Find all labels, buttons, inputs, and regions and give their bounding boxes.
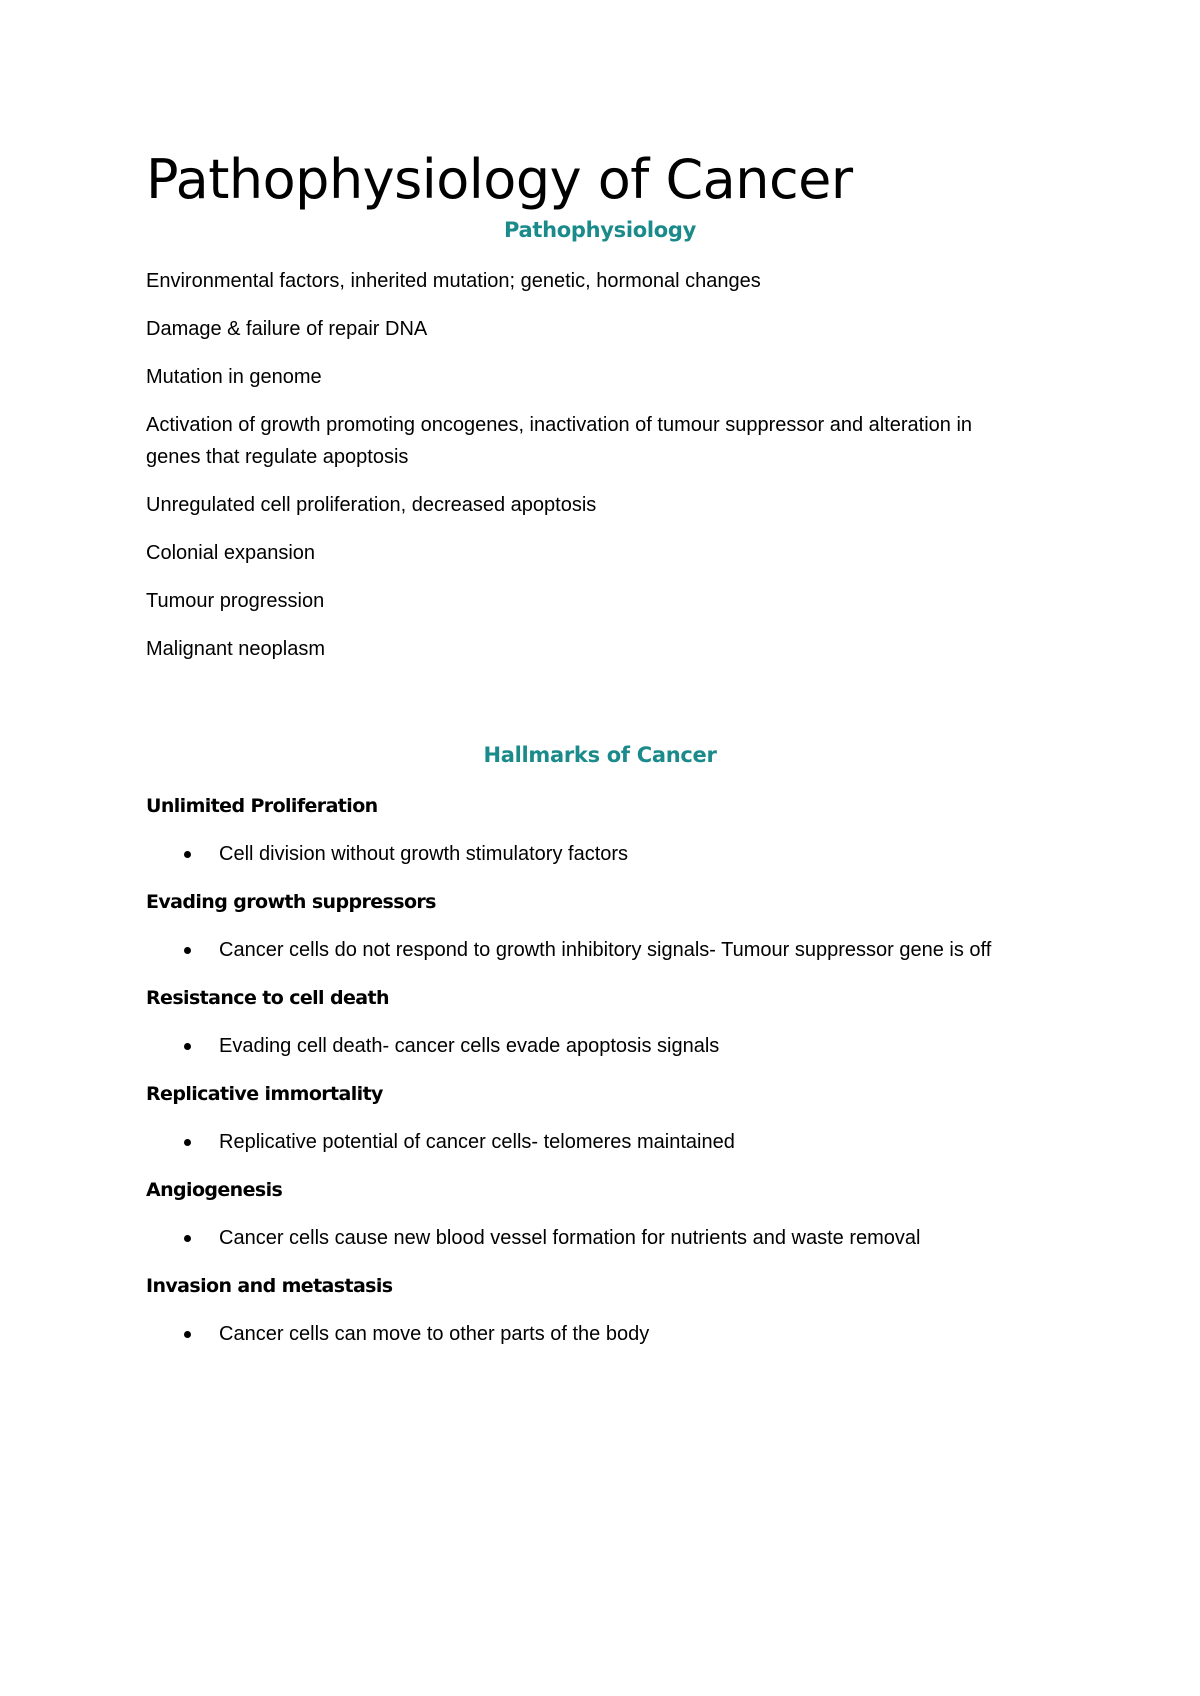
- hallmark-title: Unlimited Proliferation: [146, 795, 378, 817]
- bullet-item: [146, 1222, 1066, 1254]
- bullet-icon: [184, 851, 191, 858]
- step-line: Malignant neoplasm: [146, 638, 325, 660]
- bullet-text: Cancer cells do not respond to growth inhibitory signals- Tumour suppressor gene is off: [219, 939, 992, 961]
- bullet-item: [146, 1318, 1066, 1350]
- pathophysiology-steps: [146, 265, 1066, 681]
- bullet-item: [146, 1030, 1066, 1062]
- hallmark-item: [146, 1078, 1066, 1158]
- bullet-text: Cancer cells cause new blood vessel formation for nutrients and waste removal: [219, 1227, 921, 1249]
- bullet-item: [146, 934, 999, 966]
- bullet-text: Evading cell death- cancer cells evade apoptosis signals: [219, 1035, 720, 1057]
- step-line: Environmental factors, inherited mutation; genetic, hormonal changes: [146, 270, 761, 292]
- step-line: Mutation in genome: [146, 366, 322, 388]
- bullet-text: Replicative potential of cancer cells- telomeres maintained: [219, 1131, 735, 1153]
- hallmark-title: Replicative immortality: [146, 1083, 383, 1105]
- hallmark-item: [146, 982, 1066, 1062]
- step-line: Tumour progression: [146, 590, 325, 612]
- bullet-icon: [184, 1331, 191, 1338]
- hallmark-item: [146, 1270, 1066, 1350]
- step-line: Damage & failure of repair DNA: [146, 318, 428, 340]
- hallmarks-list: [146, 790, 1066, 1366]
- section-heading-pathophysiology: Pathophysiology: [503, 218, 697, 242]
- bullet-item: [146, 1126, 1066, 1158]
- bullet-icon: [184, 1235, 191, 1242]
- hallmark-item: [146, 1174, 1066, 1254]
- step-line: Unregulated cell proliferation, decreased apoptosis: [146, 494, 597, 516]
- step-line: Activation of growth promoting oncogenes, inactivation of tumour suppressor and alteration in genes that regulate apoptosis: [146, 414, 973, 468]
- bullet-text: Cell division without growth stimulatory factors: [219, 843, 629, 865]
- bullet-item: [146, 838, 1066, 870]
- bullet-icon: [184, 1043, 191, 1050]
- hallmark-title: Resistance to cell death: [146, 987, 389, 1009]
- hallmark-title: Angiogenesis: [146, 1179, 283, 1201]
- bullet-icon: [184, 1139, 191, 1146]
- section-heading-hallmarks: Hallmarks of Cancer: [483, 743, 717, 767]
- hallmark-title: Evading growth suppressors: [146, 891, 436, 913]
- bullet-text: Cancer cells can move to other parts of the body: [219, 1323, 650, 1345]
- hallmark-item: [146, 790, 1066, 870]
- hallmark-item: [146, 886, 1066, 966]
- document-title: Pathophysiology of Cancer: [146, 148, 853, 211]
- hallmark-title: Invasion and metastasis: [146, 1275, 393, 1297]
- step-line: Colonial expansion: [146, 542, 316, 564]
- bullet-icon: [184, 947, 191, 954]
